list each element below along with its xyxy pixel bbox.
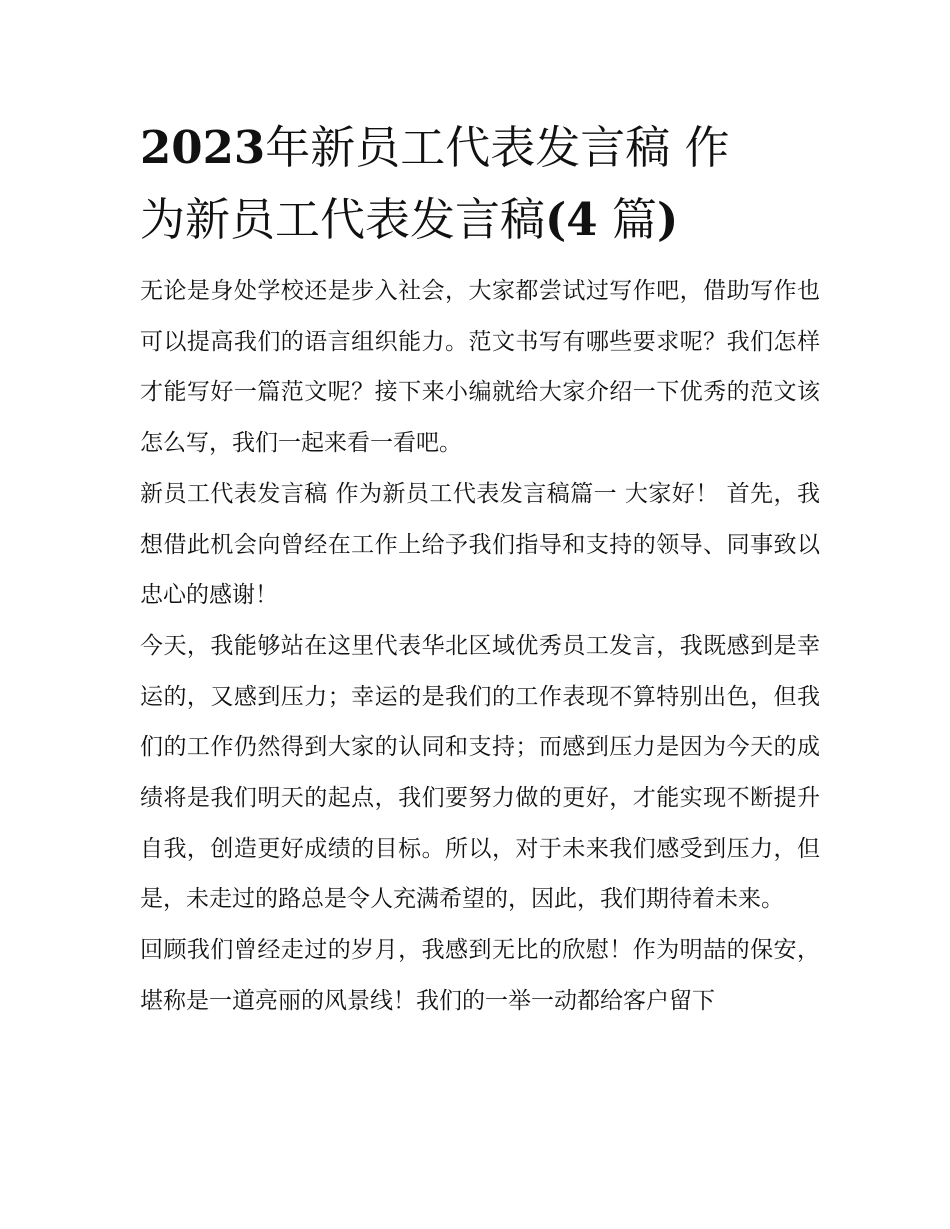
paragraph-today: 今天，我能够站在这里代表华北区域优秀员工发言，我既感到是幸运的，又感到压力；幸运的是我们的工作表现不算特别出色，但我们的工作仍然得到大家的认同和支持；而感到压力是因为今天的成绩将是我们明天的起点，我们要努力做的更好，才能实现不断提升自我，创造更好成绩的目标。所以，对于未来我们感受到压力，但是，未走过的路总是令人充满希望的，因此，我们期待着未来。: [140, 632, 820, 913]
paragraph-review: 回顾我们曾经走过的岁月，我感到无比的欣慰！作为明喆的保安，堪称是一道亮丽的风景线！我们的一举一动都给客户留下: [140, 937, 820, 1014]
document-page: [140, 112, 820, 1027]
document-title: [140, 112, 820, 256]
title-close-paren: ): [656, 193, 679, 246]
title-year: 2023: [140, 121, 266, 174]
title-line2-text: 为新员工代表发言稿: [140, 193, 546, 246]
title-line1-text: 年新员工代表发言稿 作: [265, 121, 730, 174]
paragraph-intro: 无论是身处学校还是步入社会，大家都尝试过写作吧，借助写作也可以提高我们的语言组织能力。范文书写有哪些要求呢？我们怎样才能写好一篇范文呢？接下来小编就给大家介绍一下优秀的范文该怎么写，我们一起来看一看吧。: [140, 278, 820, 457]
title-count: (4: [545, 193, 598, 246]
title-count-unit: 篇: [611, 193, 657, 246]
paragraph-greeting: 新员工代表发言稿 作为新员工代表发言稿篇一 大家好！ 首先，我想借此机会向曾经在工作上给予我们指导和支持的领导、同事致以忠心的感谢！: [140, 480, 820, 609]
